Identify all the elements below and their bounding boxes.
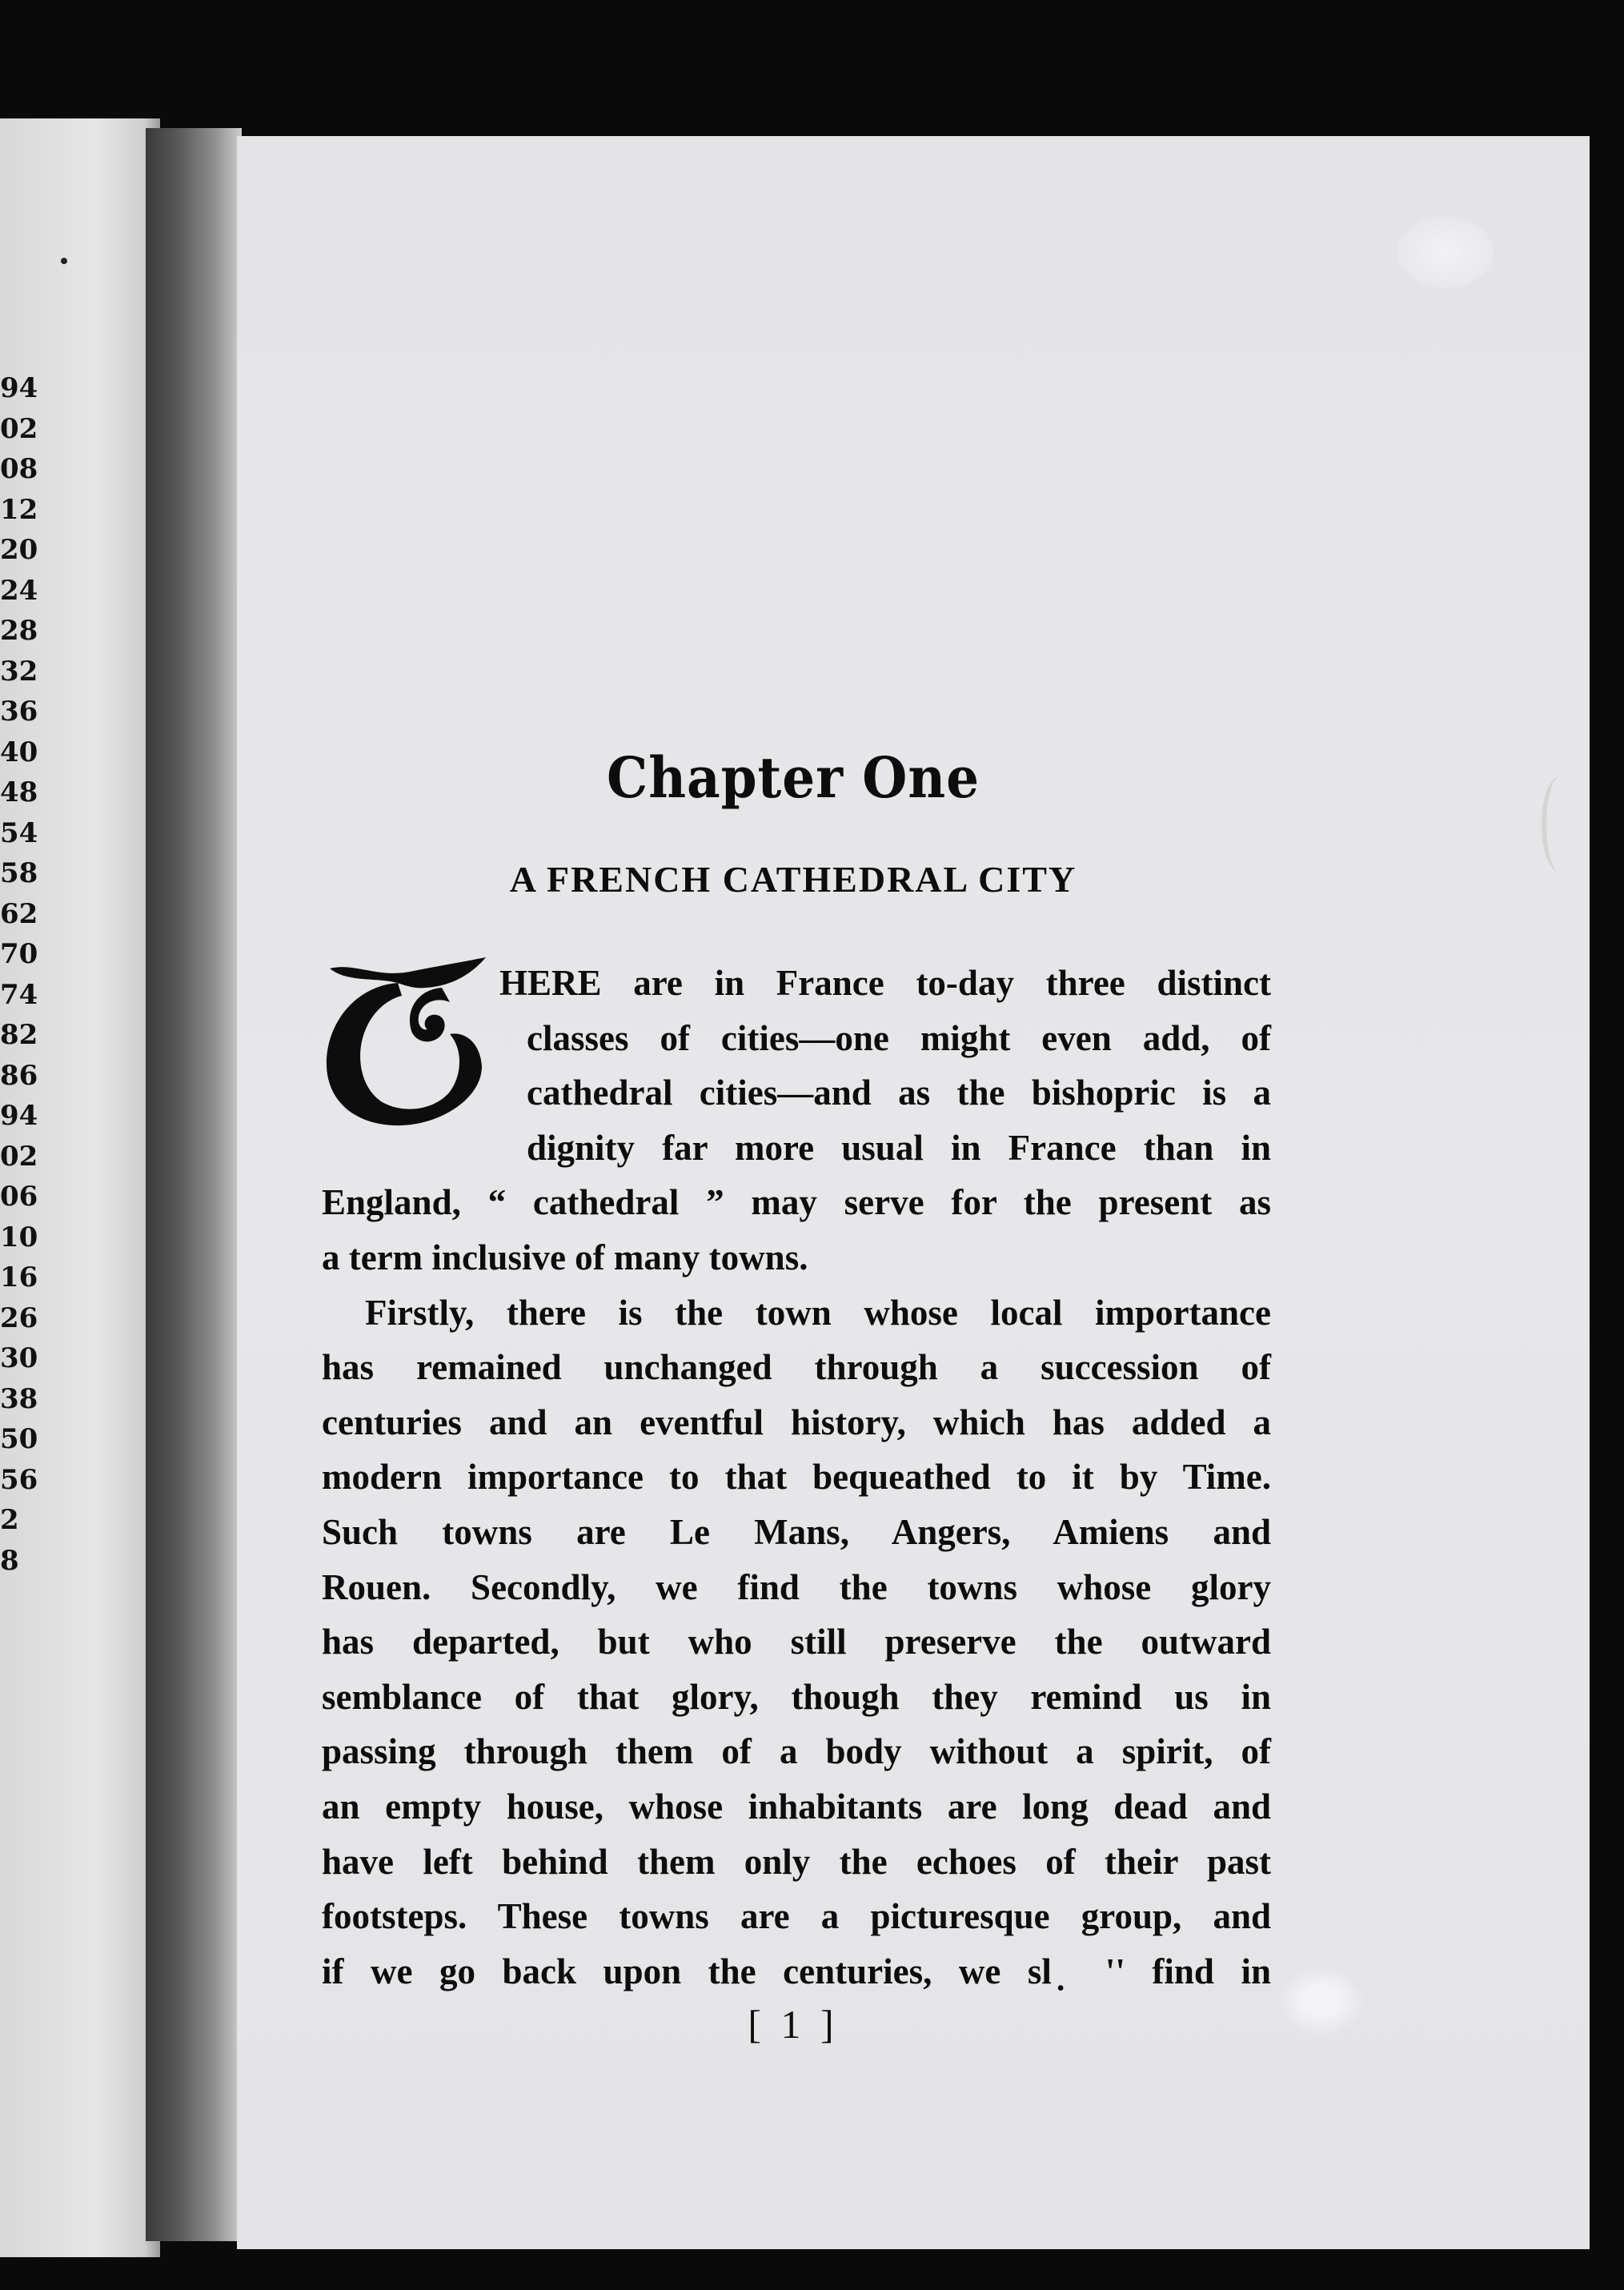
text-line: dignity far more usual in France than in [527,1127,1271,1168]
prev-page-number: 2 [0,1506,19,1536]
prev-page-number: 20 [0,536,38,566]
text-line: England, “ cathedral ” may serve for the present as [322,1182,1271,1223]
prev-page-number: 54 [0,819,38,849]
prev-page-number: 38 [0,1385,38,1415]
prev-page-number: 26 [0,1304,38,1334]
prev-page-number: 50 [0,1426,38,1455]
prev-page-number: 16 [0,1264,38,1293]
prev-page-number: 74 [0,981,38,1011]
stray-mark [61,258,67,264]
book-page [237,136,1590,2249]
prev-page-number: 24 [0,576,38,607]
text-line: an empty house, whose inhabitants are long dead and [322,1786,1271,1827]
text-line: has departed, but who still preserve the outward [322,1622,1271,1662]
text-line: a term inclusive of many towns. [322,1237,808,1277]
page-gutter-shadow [146,128,242,2241]
text-line: modern importance to that bequeathed to it by Time. [322,1457,1271,1498]
prev-page-number: 28 [0,617,38,647]
prev-page-number: 94 [0,375,38,404]
prev-page-number: 40 [0,738,38,768]
prev-page-number: 12 [0,495,38,526]
scan-glare [1397,216,1494,288]
text-line: if we go back upon the centuries, we sl ̣ '' find in [322,1951,1271,1991]
prev-page-number: 82 [0,1021,38,1051]
prev-page-number: 36 [0,698,38,728]
prev-page-number: 8 [0,1546,19,1577]
text-line: cathedral cities—and as the bishopric is a [527,1073,1271,1113]
text-line: semblance of that glory, though they remind us in [322,1676,1271,1717]
prev-page-number: 62 [0,900,38,930]
text-line: Such towns are Le Mans, Angers, Amiens and [322,1511,1271,1552]
prev-page-number: 06 [0,1183,38,1213]
page-number: [ 1 ] [748,2002,839,2047]
chapter-heading: Chapter One [607,744,980,811]
prev-page-number: 94 [0,1102,38,1132]
text-line: Rouen. Secondly, we find the towns whose glory [322,1566,1271,1607]
previous-page-numbers [0,375,48,1587]
prev-page-number: 86 [0,1061,38,1092]
prev-page-number: 10 [0,1223,38,1253]
text-line: passing through them of a body without a spirit, of [322,1731,1271,1772]
text-line: has remained unchanged through a succession of [322,1347,1271,1388]
text-line: Firstly, there is the town whose local importance [365,1292,1271,1333]
prev-page-number: 08 [0,455,38,485]
prev-page-number: 58 [0,860,38,889]
chapter-body [322,956,1271,1999]
text-line: footsteps. These towns are a picturesque group, and [322,1896,1271,1937]
chapter-title: A FRENCH CATHEDRAL CITY [509,859,1077,900]
faint-bleed-mark [1542,776,1578,872]
prev-page-number: 30 [0,1345,38,1374]
prev-page-number: 32 [0,657,38,688]
prev-page-number: 70 [0,940,38,970]
text-line: have left behind them only the echoes of their past [322,1841,1271,1882]
prev-page-number: 02 [0,1142,38,1173]
text-line: centuries and an eventful history, which has added a [322,1402,1271,1442]
text-line: HERE are in France to-day three distinct [499,963,1271,1003]
prev-page-number: 56 [0,1466,38,1496]
prev-page-number: 48 [0,779,38,808]
text-line: classes of cities—one might even add, of [527,1017,1271,1058]
prev-page-number: 02 [0,415,38,445]
